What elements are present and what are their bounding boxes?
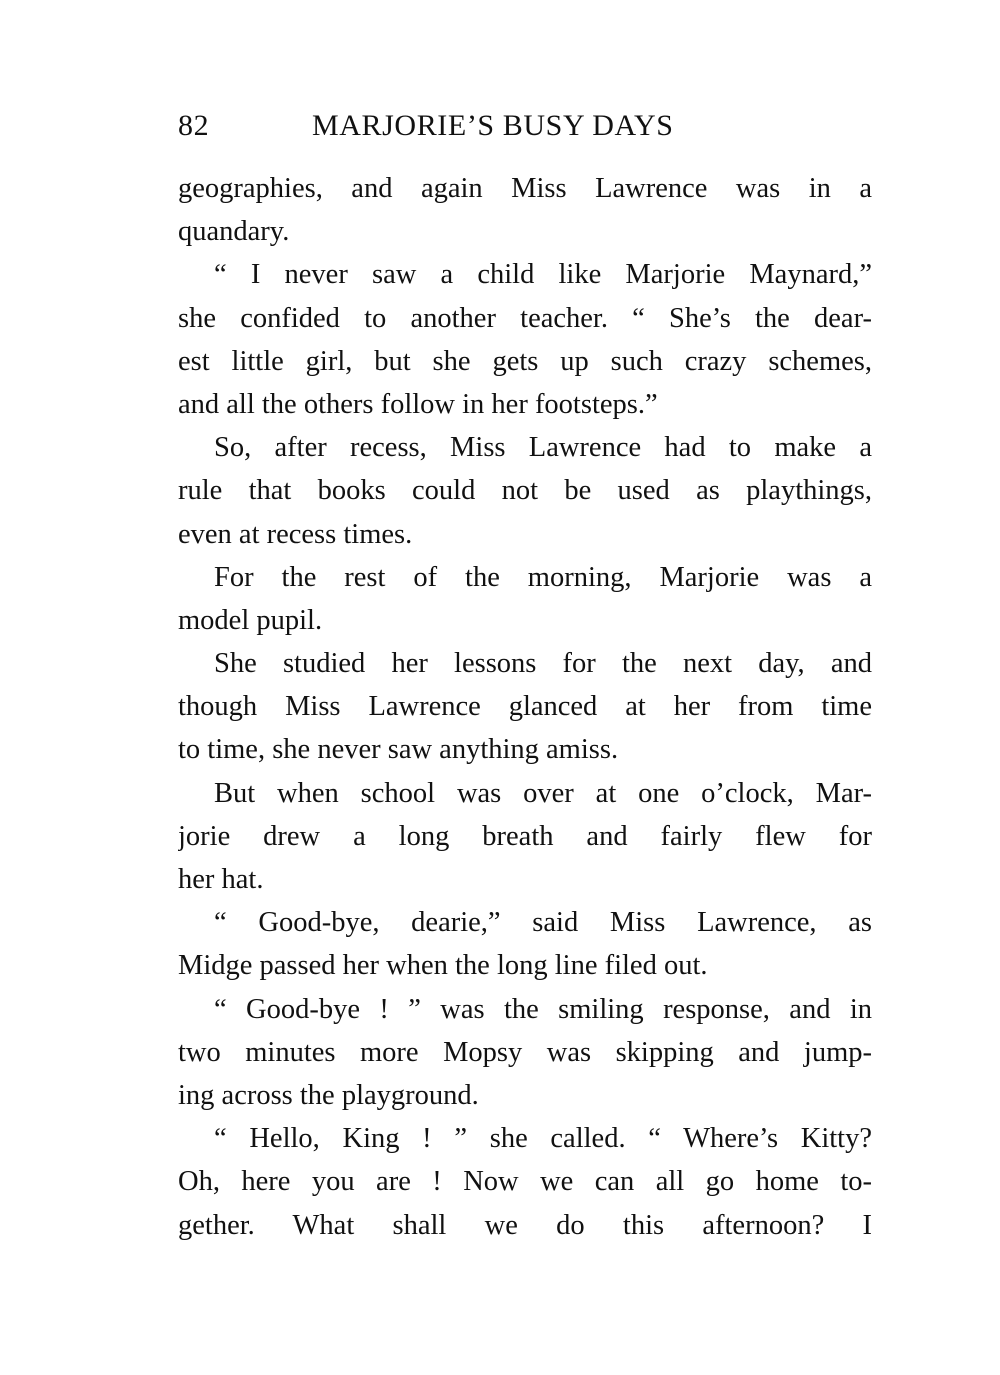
text-line: rule that books could not be used as playthings, — [178, 475, 872, 507]
text-line: So, after recess, Miss Lawrence had to make a — [214, 432, 872, 464]
text-line: Midge passed her when the long line filed out. — [178, 950, 708, 982]
text-line: Oh, here you are ! Now we can all go home to- — [178, 1166, 872, 1198]
text-line: est little girl, but she gets up such crazy schemes, — [178, 345, 872, 377]
text-line: jorie drew a long breath and fairly flew for — [178, 820, 872, 852]
text-line: though Miss Lawrence glanced at her from time — [178, 691, 872, 723]
text-line: she confided to another teacher. “ She’s the dear- — [178, 302, 872, 334]
text-line: “ Hello, King ! ” she called. “ Where’s Kitty? — [214, 1123, 872, 1155]
text-line: “ I never saw a child like Marjorie Maynard,” — [214, 259, 872, 291]
running-head — [178, 104, 878, 148]
text-line: gether. What shall we do this afternoon? I — [178, 1209, 872, 1241]
body-text — [178, 167, 872, 1247]
text-line: two minutes more Mopsy was skipping and jump- — [178, 1036, 872, 1068]
text-line: and all the others follow in her footsteps.” — [178, 388, 658, 420]
text-line: her hat. — [178, 864, 264, 895]
text-line: For the rest of the morning, Marjorie was a — [214, 561, 872, 593]
text-line: even at recess times. — [178, 518, 413, 550]
text-line: “ Good-bye ! ” was the smiling response, and in — [214, 993, 872, 1025]
text-line: She studied her lessons for the next day, and — [214, 648, 872, 680]
text-line: quandary. — [178, 216, 290, 248]
text-line: model pupil. — [178, 604, 323, 636]
text-line: But when school was over at one o’clock, Mar- — [214, 777, 872, 809]
text-line: ing across the playground. — [178, 1079, 479, 1111]
book-title: MARJORIE’S BUSY DAYS — [312, 109, 674, 142]
page-number: 82 — [178, 109, 210, 142]
text-line: to time, she never saw anything amiss. — [178, 734, 619, 766]
text-line: geographies, and again Miss Lawrence was in a — [178, 173, 872, 204]
text-line: “ Good-bye, dearie,” said Miss Lawrence, as — [214, 907, 872, 939]
